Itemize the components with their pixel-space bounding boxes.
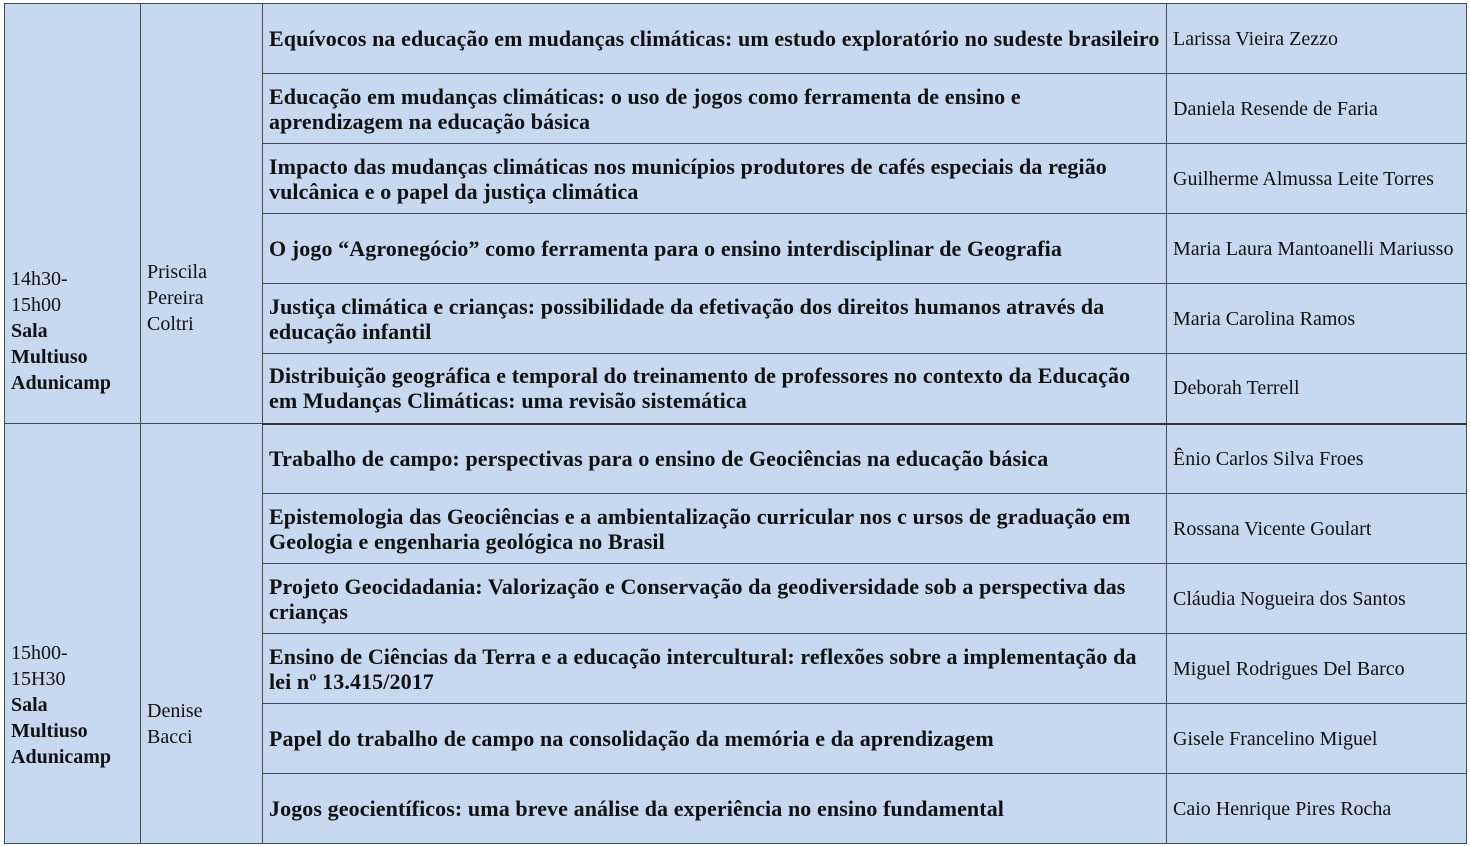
session-chair: Priscila Pereira Coltri [147, 260, 207, 335]
session-chair-cell [141, 4, 263, 424]
talk-title: Papel do trabalho de campo na consolidação da memória e da aprendizagem [263, 704, 1167, 774]
session-room: Sala Multiuso Adunicamp [11, 319, 112, 394]
talk-title: Distribuição geográfica e temporal do treinamento de professores no contexto da Educação em Mudanças Climáticas: uma revisão sistemática [263, 354, 1167, 424]
table-row [5, 424, 1467, 494]
talk-author: Gisele Francelino Miguel [1167, 704, 1467, 774]
talk-author: Maria Laura Mantoanelli Mariusso [1167, 214, 1467, 284]
talk-title: Equívocos na educação em mudanças climáticas: um estudo exploratório no sudeste brasileiro [263, 4, 1167, 74]
talk-author: Caio Henrique Pires Rocha [1167, 774, 1467, 844]
session-chair: Denise Bacci [147, 699, 203, 748]
talk-author: Maria Carolina Ramos [1167, 284, 1467, 354]
talk-title: Ensino de Ciências da Terra e a educação intercultural: reflexões sobre a implementação da lei nº 13.415/2017 [263, 634, 1167, 704]
session-time: 14h30- 15h00 [11, 267, 68, 316]
talk-title: O jogo “Agronegócio” como ferramenta para o ensino interdisciplinar de Geografia [263, 214, 1167, 284]
talk-author: Ênio Carlos Silva Froes [1167, 424, 1467, 494]
talk-title: Justiça climática e crianças: possibilidade da efetivação dos direitos humanos através da educação infantil [263, 284, 1167, 354]
talk-title: Impacto das mudanças climáticas nos municípios produtores de cafés especiais da região vulcânica e o papel da justiça climática [263, 144, 1167, 214]
talk-author: Larissa Vieira Zezzo [1167, 4, 1467, 74]
talk-author: Rossana Vicente Goulart [1167, 494, 1467, 564]
session-room: Sala Multiuso Adunicamp [11, 693, 112, 768]
session-chair-cell [141, 424, 263, 844]
talk-title: Jogos geocientíficos: uma breve análise da experiência no ensino fundamental [263, 774, 1167, 844]
session-time-cell [5, 4, 141, 424]
talk-author: Miguel Rodrigues Del Barco [1167, 634, 1467, 704]
talk-author: Deborah Terrell [1167, 354, 1467, 424]
talk-title: Educação em mudanças climáticas: o uso de jogos como ferramenta de ensino e aprendizagem na educação básica [263, 74, 1167, 144]
talk-author: Guilherme Almussa Leite Torres [1167, 144, 1467, 214]
session-time-cell [5, 424, 141, 844]
table-row [5, 4, 1467, 74]
talk-author: Daniela Resende de Faria [1167, 74, 1467, 144]
talk-title: Projeto Geocidadania: Valorização e Conservação da geodiversidade sob a perspectiva das crianças [263, 564, 1167, 634]
talk-title: Trabalho de campo: perspectivas para o ensino de Geociências na educação básica [263, 424, 1167, 494]
talk-title: Epistemologia das Geociências e a ambientalização curricular nos c ursos de graduação em Geologia e engenharia geológica no Brasil [263, 494, 1167, 564]
schedule-table [4, 3, 1467, 844]
session-time: 15h00- 15H30 [11, 641, 68, 690]
talk-author: Cláudia Nogueira dos Santos [1167, 564, 1467, 634]
